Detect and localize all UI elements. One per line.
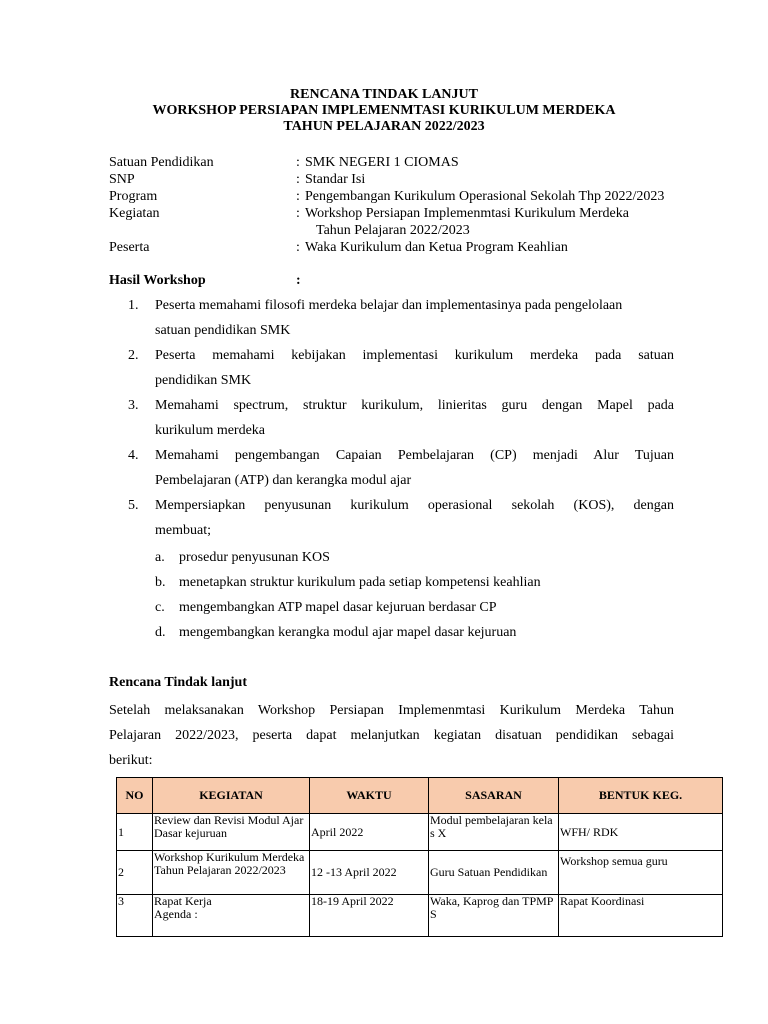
meta-label: Peserta xyxy=(109,240,150,255)
meta-row-peserta xyxy=(109,239,709,256)
meta-value-line-2: Tahun Pelajaran 2022/2023 xyxy=(316,223,470,238)
sub-list-text: menetapkan struktur kurikulum pada setiap kompetensi keahlian xyxy=(179,575,541,590)
sub-list-letter: c. xyxy=(155,600,165,615)
list-text xyxy=(155,293,674,343)
list-text xyxy=(155,443,674,493)
title-line-2: WORKSHOP PERSIAPAN IMPLEMENMTASI KURIKULUM MERDEKA xyxy=(152,103,616,118)
sub-list-text: mengembangkan ATP mapel dasar kejuruan berdasar CP xyxy=(179,600,497,615)
list-text-line-2: membuat; xyxy=(155,523,211,538)
header-no: NO xyxy=(117,778,153,814)
cell-sasaran: Guru Satuan Pendidikan xyxy=(429,851,559,895)
list-text-line-2: kurikulum merdeka xyxy=(155,423,266,438)
paragraph-line-3: berikut: xyxy=(109,753,153,768)
paragraph-line-1: Setelah melaksanakan Workshop Persiapan Implemenmtasi Kurikulum Merdeka Tahun xyxy=(109,703,674,718)
meta-colon: : xyxy=(296,155,300,170)
hasil-workshop-heading: Hasil Workshop xyxy=(109,273,206,288)
meta-value: Waka Kurikulum dan Ketua Program Keahlian xyxy=(305,240,568,255)
meta-row-satuan xyxy=(109,154,709,171)
meta-block xyxy=(109,154,709,256)
header-bentuk: BENTUK KEG. xyxy=(559,778,723,814)
list-number: 3. xyxy=(128,398,139,413)
cell-bentuk: Rapat Koordinasi xyxy=(559,895,723,937)
cell-bentuk: WFH/ RDK xyxy=(559,814,723,851)
title-line-3: TAHUN PELAJARAN 2022/2023 xyxy=(283,119,485,134)
list-text xyxy=(155,493,674,543)
cell-kegiatan: Workshop Kurikulum Merdeka Tahun Pelajaran 2022/2023 xyxy=(153,851,310,895)
meta-label: SNP xyxy=(109,172,135,187)
cell-waktu: April 2022 xyxy=(310,814,429,851)
cell-no: 3 xyxy=(117,895,153,937)
meta-value xyxy=(305,205,709,239)
meta-colon: : xyxy=(296,172,300,187)
cell-waktu: 12 -13 April 2022 xyxy=(310,851,429,895)
header-kegiatan: KEGIATAN xyxy=(153,778,310,814)
list-text-line-1: Memahami spectrum, struktur kurikulum, linieritas guru dengan Mapel pada xyxy=(155,398,674,413)
meta-value: Pengembangan Kurikulum Operasional Sekolah Thp 2022/2023 xyxy=(305,189,665,204)
table-row xyxy=(117,851,723,895)
meta-colon: : xyxy=(296,206,300,221)
rencana-heading: Rencana Tindak lanjut xyxy=(109,675,247,690)
sub-list-letter: b. xyxy=(155,575,166,590)
sub-list-letter: a. xyxy=(155,550,165,565)
cell-no: 2 xyxy=(117,851,153,895)
meta-label: Kegiatan xyxy=(109,206,160,221)
title-line-1: RENCANA TINDAK LANJUT xyxy=(290,87,478,102)
sub-list-item xyxy=(155,570,675,595)
list-text-line-2: pendidikan SMK xyxy=(155,373,252,388)
list-item xyxy=(128,293,674,343)
plan-table xyxy=(116,777,723,937)
list-text xyxy=(155,393,674,443)
cell-kegiatan-line-1: Rapat Kerja xyxy=(154,894,212,908)
cell-no: 1 xyxy=(117,814,153,851)
result-list xyxy=(128,293,674,543)
table-row xyxy=(117,895,723,937)
list-item xyxy=(128,493,674,543)
rencana-paragraph xyxy=(109,698,674,773)
list-text xyxy=(155,343,674,393)
table-header-row xyxy=(117,778,723,814)
list-text-line-1: Mempersiapkan penyusunan kurikulum operasional sekolah (KOS), dengan xyxy=(155,498,674,513)
meta-value-line-1: Workshop Persiapan Implemenmtasi Kurikulum Merdeka xyxy=(305,206,629,221)
list-item xyxy=(128,393,674,443)
sub-list-text: mengembangkan kerangka modul ajar mapel dasar kejuruan xyxy=(179,625,517,640)
meta-value: SMK NEGERI 1 CIOMAS xyxy=(305,155,459,170)
meta-value: Standar Isi xyxy=(305,172,366,187)
cell-kegiatan: Review dan Revisi Modul Ajar Dasar kejuruan xyxy=(153,814,310,851)
hasil-workshop-colon: : xyxy=(296,273,301,288)
meta-colon: : xyxy=(296,189,300,204)
list-text-line-1: Memahami pengembangan Capaian Pembelajaran (CP) menjadi Alur Tujuan xyxy=(155,448,674,463)
header-waktu: WAKTU xyxy=(310,778,429,814)
cell-sasaran: Waka, Kaprog dan TPMPS xyxy=(429,895,559,937)
sub-list-item xyxy=(155,620,675,645)
meta-colon: : xyxy=(296,240,300,255)
list-text-line-2: satuan pendidikan SMK xyxy=(155,323,291,338)
cell-waktu: 18-19 April 2022 xyxy=(310,895,429,937)
meta-row-snp xyxy=(109,171,709,188)
cell-sasaran: Modul pembelajaran kelas X xyxy=(429,814,559,851)
list-number: 2. xyxy=(128,348,139,363)
table-row xyxy=(117,814,723,851)
list-number: 1. xyxy=(128,298,139,313)
paragraph-line-2: Pelajaran 2022/2023, peserta dapat melanjutkan kegiatan disatuan pendidikan sebagai xyxy=(109,728,674,743)
meta-label: Program xyxy=(109,189,158,204)
sub-list-text: prosedur penyusunan KOS xyxy=(179,550,330,565)
header-sasaran: SASARAN xyxy=(429,778,559,814)
list-item xyxy=(128,343,674,393)
cell-kegiatan-line-2: Agenda : xyxy=(154,907,198,921)
document-title xyxy=(0,87,768,135)
list-number: 5. xyxy=(128,498,139,513)
meta-row-program xyxy=(109,188,709,205)
list-item xyxy=(128,443,674,493)
list-number: 4. xyxy=(128,448,139,463)
meta-label: Satuan Pendidikan xyxy=(109,155,214,170)
sub-list-letter: d. xyxy=(155,625,166,640)
sub-list-item xyxy=(155,595,675,620)
list-text-line-1: Peserta memahami filosofi merdeka belajar dan implementasinya pada pengelolaan xyxy=(155,298,623,313)
list-text-line-2: Pembelajaran (ATP) dan kerangka modul ajar xyxy=(155,473,412,488)
meta-row-kegiatan xyxy=(109,205,709,239)
sub-list-item xyxy=(155,545,675,570)
cell-kegiatan xyxy=(153,895,310,937)
cell-bentuk: Workshop semua guru xyxy=(559,851,723,895)
sub-list xyxy=(155,545,675,645)
list-text-line-1: Peserta memahami kebijakan implementasi kurikulum merdeka pada satuan xyxy=(155,348,674,363)
